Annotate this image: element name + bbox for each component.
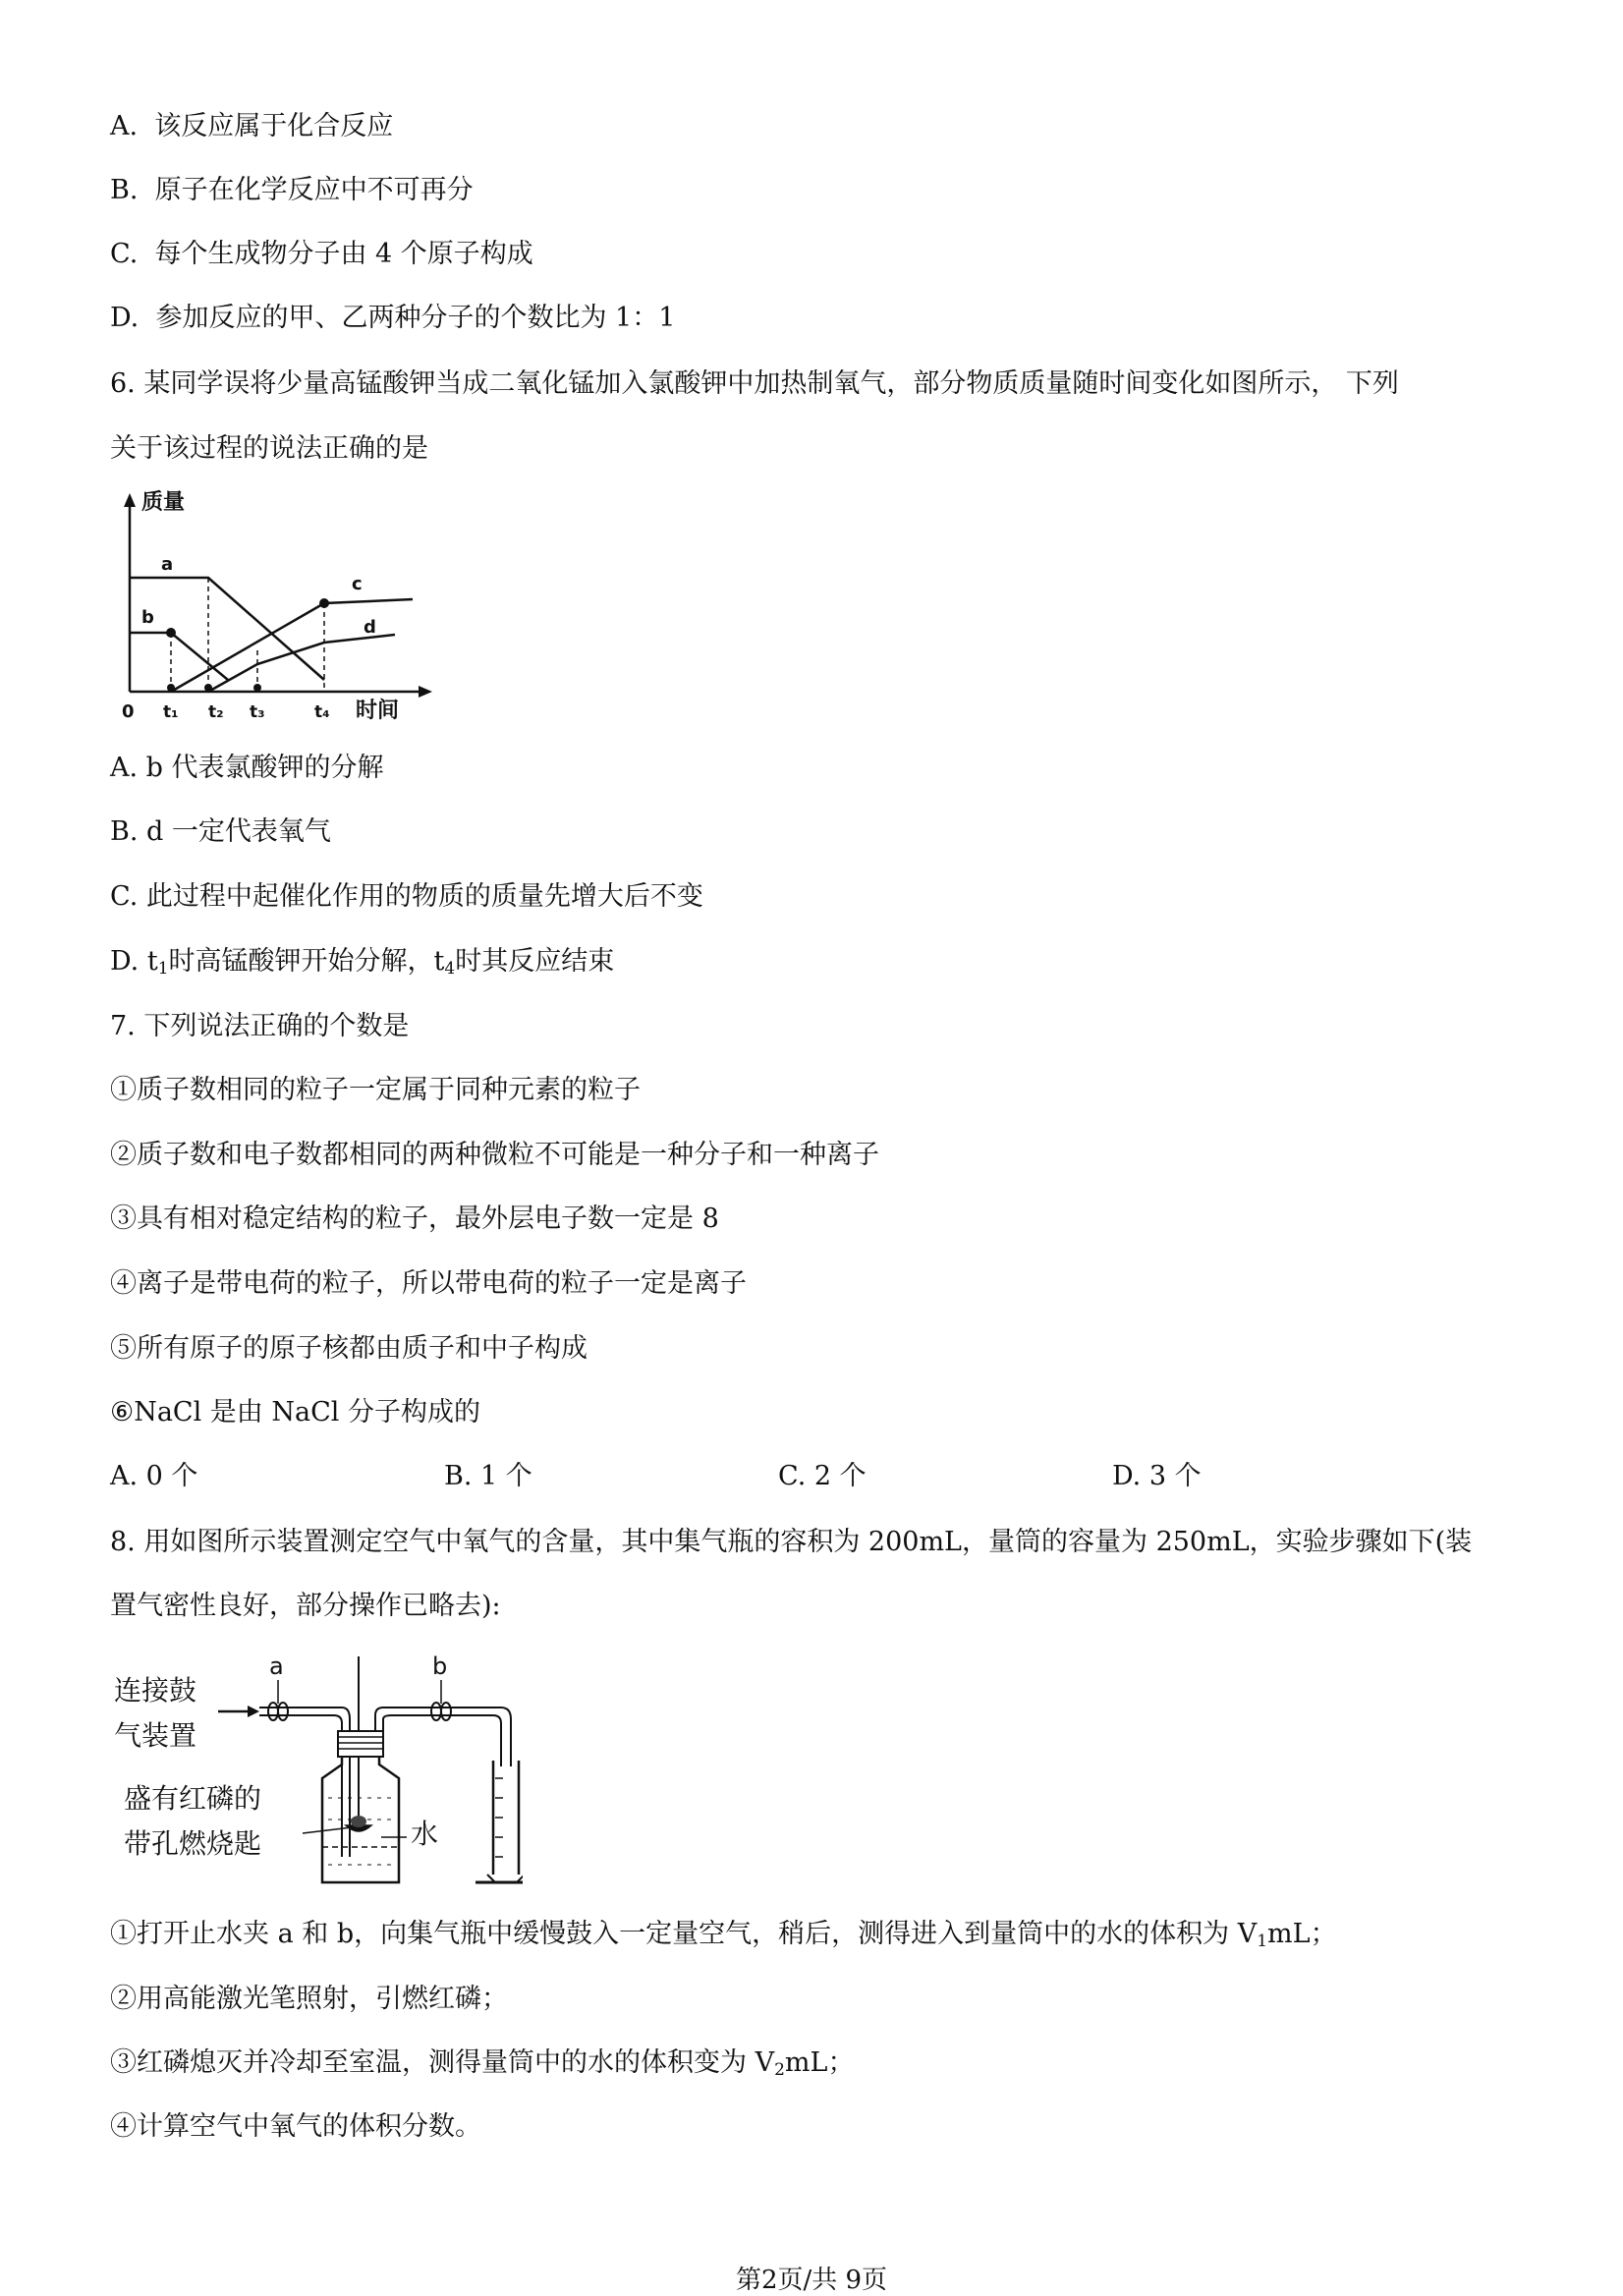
q7-option-a: A. 0 个	[110, 1461, 198, 1491]
q8-step-3: ③红磷熄灭并冷却至室温，测得量筒中的水的体积变为 $V_2mL$；	[110, 2047, 855, 2080]
q7-item-1: ①质子数相同的粒子一定属于同种元素的粒子	[110, 1075, 641, 1105]
q8-spoon-label-1: 盛有红磷的	[124, 1782, 262, 1815]
q6-mass-time-figure	[110, 487, 434, 729]
q7-item-2: ②质子数和电子数都相同的两种微粒不可能是一种分子和一种离子	[110, 1140, 879, 1170]
q6-curve-c	[171, 599, 413, 692]
q7-option-c: C. 2 个	[778, 1461, 867, 1491]
q6-curve-a	[130, 578, 324, 680]
q7-stem: 7. 下列说法正确的个数是	[110, 1011, 410, 1041]
q8-pump-label-1: 连接鼓	[114, 1674, 197, 1707]
q7-item-4: ④离子是带电荷的粒子，所以带电荷的粒子一定是离子	[110, 1268, 747, 1299]
q8-stem-line2: 置气密性良好，部分操作已略去):	[110, 1591, 501, 1621]
q8-step-2: ②用高能激光笔照射，引燃红磷；	[110, 1984, 508, 2014]
q6-stem-line2: 关于该过程的说法正确的是	[110, 433, 428, 464]
q6-curve-a-label: a	[161, 554, 174, 575]
q6-curve-c-label: c	[352, 574, 363, 594]
q8-spoon-label-2: 带孔燃烧匙	[124, 1827, 262, 1860]
q6-tick-t4: t₄	[314, 702, 330, 722]
q6-option-a: A. b 代表氯酸钾的分解	[110, 753, 384, 783]
q5-option-b: B. 原子在化学反应中不可再分	[110, 175, 474, 205]
q8-water-label: 水	[411, 1818, 439, 1850]
q6-x-axis-label: 时间	[356, 699, 400, 723]
q6-tick-t1: t₁	[163, 702, 179, 722]
q8-clamp-a-label: a	[269, 1652, 284, 1680]
q7-option-b: B. 1 个	[444, 1461, 532, 1491]
q8-stem-line1: 8. 用如图所示装置测定空气中氧气的含量，其中集气瓶的容积为 200mL，量筒的容量为 250mL，实验步骤如下(装	[110, 1527, 1473, 1557]
q8-clamp-b-label: b	[432, 1652, 448, 1680]
q5-option-c: C. 每个生成物分子由 4 个原子构成	[110, 239, 533, 269]
q5-option-d: D. 参加反应的甲、乙两种分子的个数比为 1：1	[110, 303, 676, 333]
q6-origin-label: 0	[122, 701, 135, 722]
q7-option-d: D. 3 个	[1112, 1461, 1202, 1491]
q6-curve-b-label: b	[141, 607, 154, 628]
q8-apparatus-figure	[110, 1651, 523, 1886]
q6-tick-t2: t₂	[208, 702, 224, 722]
q6-tick-t3: t₃	[250, 702, 265, 722]
q7-item-5: ⑤所有原子的原子核都由质子和中子构成	[110, 1333, 588, 1364]
q6-curve-d	[208, 635, 395, 692]
q8-step-4: ④计算空气中氧气的体积分数。	[110, 2111, 481, 2142]
q6-stem-line1: 6. 某同学误将少量高锰酸钾当成二氧化锰加入氯酸钾中加热制氧气，部分物质质量随时间变化如图所示， 下列	[110, 368, 1399, 399]
q8-step-1: ①打开止水夹 a 和 b，向集气瓶中缓慢鼓入一定量空气，稍后，测得进入到量筒中的水的体积为 $V_1mL$；	[110, 1919, 1337, 1951]
q7-item-3: ③具有相对稳定结构的粒子，最外层电子数一定是 8	[110, 1204, 719, 1234]
q6-option-b: B. d 一定代表氧气	[110, 816, 331, 847]
q7-item-6: ⑥NaCl 是由 NaCl 分子构成的	[110, 1397, 480, 1428]
q6-curve-d-label: d	[364, 617, 376, 638]
q5-option-a: A. 该反应属于化合反应	[110, 111, 394, 141]
page-footer: 第2页/共 9页	[735, 2266, 888, 2295]
q6-curve-b	[130, 633, 228, 680]
q6-option-d: D. $t_1$时高锰酸钾开始分解，$t_4$时其反应结束	[110, 946, 615, 979]
q6-y-axis-label: 质量	[141, 490, 186, 515]
q8-pump-label-2: 气装置	[114, 1719, 197, 1752]
q6-option-c: C. 此过程中起催化作用的物质的质量先增大后不变	[110, 881, 703, 912]
